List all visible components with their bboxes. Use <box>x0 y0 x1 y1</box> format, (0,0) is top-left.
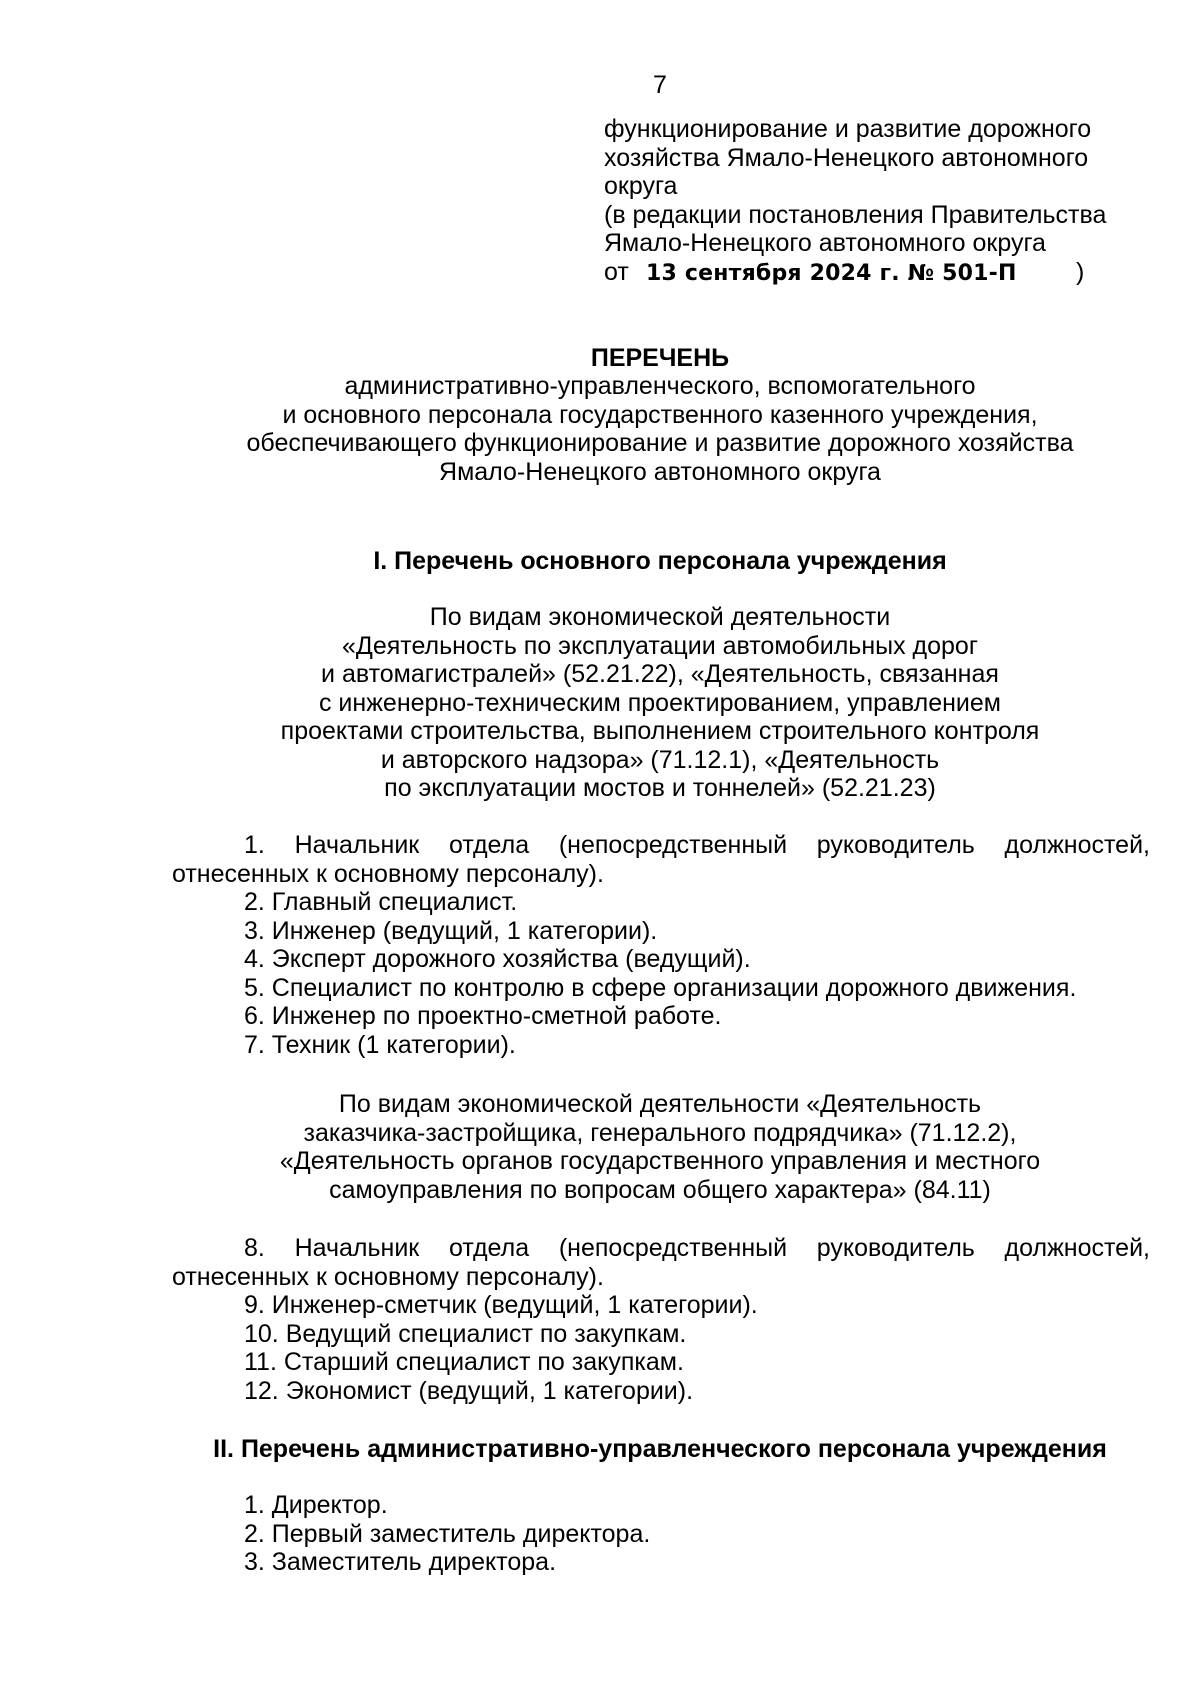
list-item: 10. Ведущий специалист по закупкам. <box>244 1319 687 1348</box>
activity-line: и авторского надзора» (71.12.1), «Деятельность <box>380 745 940 774</box>
section-2-heading <box>120 1435 1200 1464</box>
document-title-text: ПЕРЕЧЕНЬ <box>590 344 730 372</box>
position-list-group-1 <box>172 831 1150 1059</box>
activity-types-group-2 <box>120 1090 1200 1204</box>
activity-line: с инженерно-техническим проектированием, управлением <box>318 688 1001 717</box>
list-item: 1. Директор. <box>244 1491 388 1519</box>
subtitle-line: и основного персонала государственного казенного учреждения, <box>282 400 1038 429</box>
page-number: 7 <box>653 71 667 99</box>
document-subtitle <box>120 372 1200 486</box>
activity-line: «Деятельность по эксплуатации автомобильных дорог <box>342 631 978 660</box>
position-list-group-2 <box>172 1234 1150 1405</box>
activity-line: «Деятельность органов государственного управления и местного <box>279 1147 1041 1175</box>
list-item: 5. Специалист по контролю в сфере организации дорожного движения. <box>244 973 1077 1002</box>
header-line: Ямало-Ненецкого автономного округа <box>604 229 1046 257</box>
list-item: 3. Инженер (ведущий, 1 категории). <box>244 916 658 945</box>
subtitle-line: обеспечивающего функционирование и развитие дорожного хозяйства <box>246 429 1074 457</box>
subtitle-line: административно-управленческого, вспомогательного <box>344 372 976 400</box>
section-1-heading-text: I. Перечень основного персонала учреждения <box>373 547 947 575</box>
list-item: 2. Первый заместитель директора. <box>244 1519 651 1548</box>
list-item: 4. Эксперт дорожного хозяйства (ведущий). <box>244 945 751 973</box>
activity-line: проектами строительства, выполнением строительного контроля <box>280 717 1040 745</box>
header-line: округа <box>604 172 678 200</box>
list-item: 6. Инженер по проектно-сметной работе. <box>244 1002 722 1030</box>
resolution-date-number: 13 сентября 2024 г. № 501-П <box>646 260 1017 286</box>
list-item: 1. Начальник отдела (непосредственный руководитель должностей, отнесенных к основному персоналу). <box>172 831 1150 888</box>
reference-prefix: от <box>604 257 629 286</box>
subtitle-line: Ямало-Ненецкого автономного округа <box>439 457 881 486</box>
list-item: 9. Инженер-сметчик (ведущий, 1 категории). <box>244 1291 758 1319</box>
header-line: хозяйства Ямало-Ненецкого автономного <box>604 143 1089 172</box>
position-list-section-2 <box>172 1491 1150 1577</box>
list-item: 7. Техник (1 категории). <box>244 1030 516 1059</box>
activity-line: По видам экономической деятельности <box>429 603 891 631</box>
activity-line: и автомагистралей» (52.21.22), «Деятельность, связанная <box>321 660 999 688</box>
reference-close-paren: ) <box>1076 257 1085 286</box>
activity-line: самоуправления по вопросам общего характера» (84.11) <box>329 1175 991 1204</box>
list-item: 11. Старший специалист по закупкам. <box>244 1348 684 1376</box>
list-item: 8. Начальник отдела (непосредственный руководитель должностей, отнесенных к основному персоналу). <box>172 1234 1150 1291</box>
document-title <box>120 344 1200 373</box>
list-item: 2. Главный специалист. <box>244 888 518 916</box>
activity-line: По видам экономической деятельности «Деятельность <box>338 1090 982 1118</box>
activity-line: по эксплуатации мостов и тоннелей» (52.21.23) <box>384 774 936 802</box>
activity-line: заказчика-застройщика, генерального подрядчика» (71.12.2), <box>303 1118 1017 1147</box>
list-item: 12. Экономист (ведущий, 1 категории). <box>244 1376 694 1405</box>
header-line: (в редакции постановления Правительства <box>604 200 1107 229</box>
list-item: 3. Заместитель директора. <box>244 1548 557 1576</box>
header-line: функционирование и развитие дорожного <box>604 115 1092 143</box>
approval-header <box>604 115 1164 288</box>
section-2-heading-text: II. Перечень административно-управленческого персонала учреждения <box>213 1435 1107 1463</box>
activity-types-group-1 <box>120 603 1200 803</box>
section-1-heading <box>120 547 1200 576</box>
resolution-reference <box>604 258 1164 289</box>
